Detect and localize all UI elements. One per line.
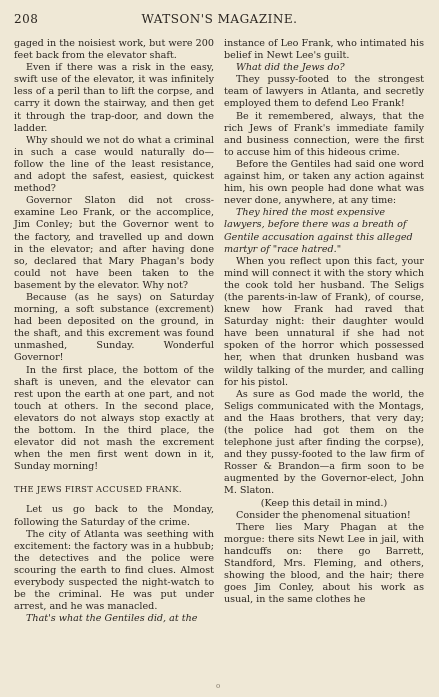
paragraph: Consider the phenomenal situation!: [236, 509, 411, 521]
page-number: 208: [14, 12, 39, 26]
section-heading: THE JEWS FIRST ACCUSED FRANK.: [14, 484, 182, 495]
paragraph: That's what the Gentiles did, at the: [26, 613, 198, 625]
paragraph: Governor Slaton did not cross-examine Leo Frank, or the accomplice, Jim Conley; but the Governor went to the factory, and travelled up and down in the elevator; and after having done so, declared that Mary Phagan's body could not have been taken to the basement by the elevator. Why not?: [14, 195, 214, 291]
paragraph: The city of Atlanta was seething with excitement: the factory was in a hubbub; the detectives and the police were scouring the earth to find clues. Almost everybody suspected the night-watch to be the criminal. He was put under arrest, and he was manacled.: [14, 528, 214, 613]
paragraph: Be it remembered, always, that the rich Jews of Frank's immediate family and business connection, were the first to accuse him of this hideous crime.: [224, 110, 424, 158]
paragraph: Because (as he says) on Saturday morning, a soft substance (excrement) had been deposited on the ground, in the shaft, and this excrement was found unmashed, Sunday. Wonderful Governor!: [14, 291, 214, 364]
left-column: [14, 38, 214, 625]
magazine-title: WATSON'S MAGAZINE.: [141, 12, 298, 26]
footer-mark: o: [216, 682, 221, 690]
paragraph: What did the Jews do?: [236, 62, 345, 74]
paragraph: When you reflect upon this fact, your mind will connect it with the story which the cook told her husband. The Seligs (the parents-in-law of Frank), of course, knew how Frank had raved that Saturday night: their daughter would have been unnatural if she had not spoken of the horror which possessed her, when that drunken husband was wildly talking of the murder, and calling for his pistol.: [224, 255, 424, 388]
paragraph: (Keep this detail in mind.): [260, 497, 388, 509]
paragraph: There lies Mary Phagan at the morgue: there sits Newt Lee in jail, with handcuffs on: there go Barrett, Standford, Mrs. Fleming, and others, showing the blood, and the hair; there goes Jim Conley, about his work as usual, in the same clothes he: [224, 521, 424, 606]
paragraph: In the first place, the bottom of the shaft is uneven, and the elevator can rest upon the earth at one part, and not touch at others. In the second place, elevators do not always stop exactly at the bottom. In the third place, the elevator did not mash the excrement when the men first went down in it, Sunday morning!: [14, 364, 214, 473]
paragraph: As sure as God made the world, the Seligs communicated with the Montags, and the Haas brothers, that very day; (the police had got them on the telephone just after finding the corpse), and they pussy-footed to the law firm of Rosser & Brandon—a firm soon to be augmented by the Governor-elect, John M. Slaton.: [224, 388, 424, 497]
paragraph: They hired the most expensive lawyers, before there was a breath of Gentile accusation against this alleged martyr of "race hatred.": [224, 207, 413, 255]
right-column: [224, 38, 424, 606]
paragraph: Why should we not do what a criminal in such a case would naturally do—follow the line of the least resistance, and adopt the safest, easiest, quickest method?: [14, 134, 214, 195]
paragraph: instance of Leo Frank, who intimated his belief in Newt Lee's guilt.: [224, 38, 424, 62]
paragraph: They pussy-footed to the strongest team of lawyers in Atlanta, and secretly employed them to defend Leo Frank!: [224, 74, 424, 110]
page-header: [14, 12, 425, 30]
paragraph: gaged in the noisiest work, but were 200 feet back from the elevator shaft.: [14, 38, 214, 62]
paragraph: Before the Gentiles had said one word against him, or taken any action against him, his own people had done what was never done, anywhere, at any time:: [224, 158, 424, 207]
paragraph: Even if there was a risk in the easy, swift use of the elevator, it was infinitely less of a peril than to lift the corpse, and carry it down the stairway, and then get it through the trap-door, and down the ladder.: [14, 62, 214, 134]
paragraph: Let us go back to the Monday, following the Saturday of the crime.: [14, 504, 214, 528]
